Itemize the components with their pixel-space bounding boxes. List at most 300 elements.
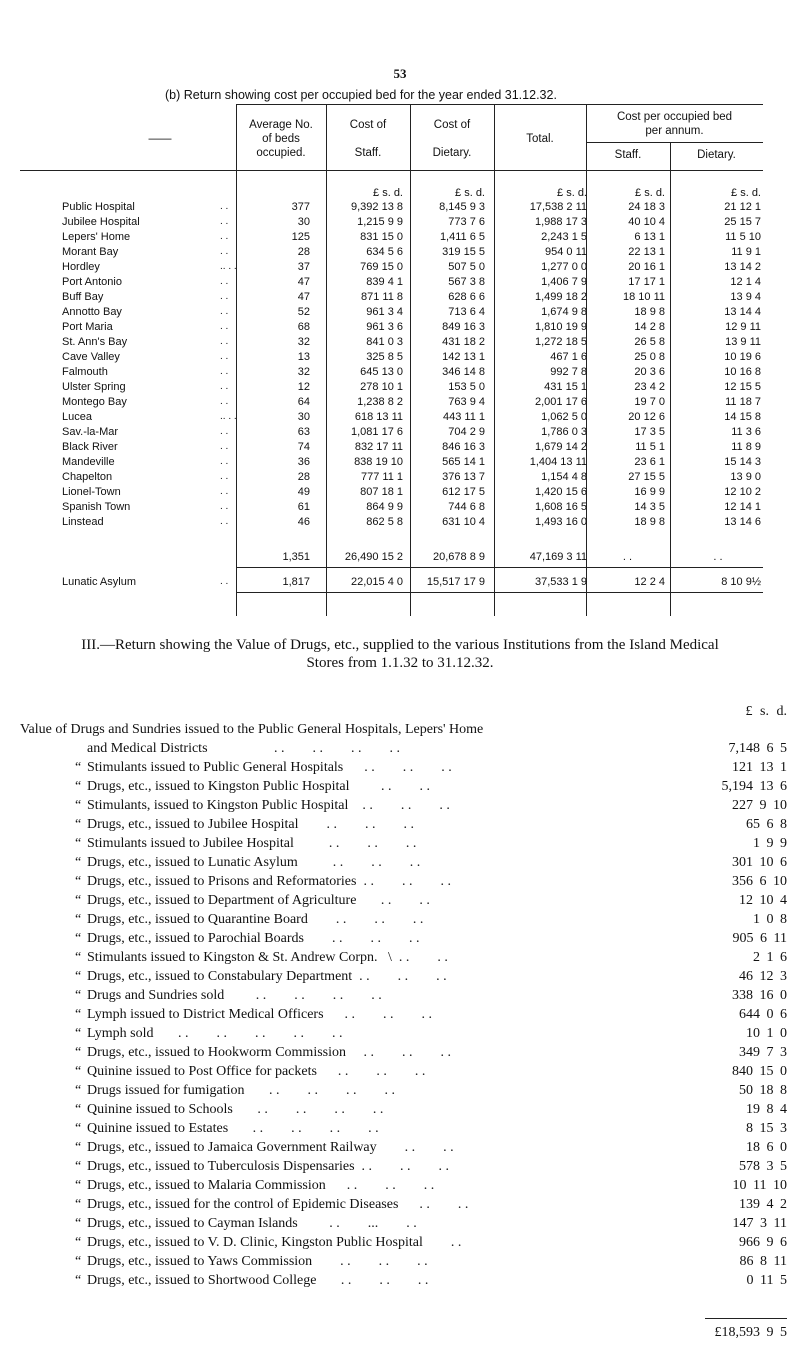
row-beds: 64 [297, 396, 310, 408]
row-bed-staff: 20 12 6 [628, 411, 665, 423]
row-beds: 377 [291, 201, 310, 213]
section-iii-title [0, 636, 800, 672]
item-text: Stimulants issued to Kingston & St. Andrew Corpn. \ . . . . [87, 950, 448, 965]
row-name: Ulster Spring [62, 381, 126, 393]
row-name: Jubilee Hospital [62, 216, 140, 228]
row-beds: 125 [291, 231, 310, 243]
header-per-bed-staff: Staff. [614, 149, 642, 161]
row-bed-staff: 17 17 1 [628, 276, 665, 288]
ditto-mark: “ [75, 1216, 82, 1231]
row-bed-staff: 18 9 8 [634, 516, 665, 528]
list-item [0, 1254, 800, 1273]
header-total: Total. [526, 133, 554, 145]
row-bed-dietary: 13 9 4 [730, 291, 761, 303]
item-amount: 147 3 11 [732, 1216, 787, 1231]
row-dots: . . [220, 516, 229, 527]
row-bed-staff: 23 4 2 [634, 381, 665, 393]
row-bed-dietary: 12 14 1 [724, 501, 761, 513]
row-bed-dietary: 10 19 6 [724, 351, 761, 363]
row-total: 1,277 0 0 [541, 261, 587, 273]
list-item [0, 1007, 800, 1026]
row-bed-dietary: 13 14 2 [724, 261, 761, 273]
item-amount: 12 10 4 [739, 893, 787, 908]
row-dietary: 346 14 8 [442, 366, 485, 378]
item-text: Drugs, etc., issued to Malaria Commission . . . . . . [87, 1178, 435, 1193]
row-staff: 807 18 1 [360, 486, 403, 498]
ditto-mark: “ [75, 950, 82, 965]
row-dietary: 628 6 6 [448, 291, 485, 303]
row-total: 992 7 8 [550, 366, 587, 378]
item-amount: 905 6 11 [732, 931, 787, 946]
item-text: Drugs, etc., issued for the control of Epidemic Diseases . . . . [87, 1197, 469, 1212]
row-dietary: 567 3 8 [448, 276, 485, 288]
row-bed-dietary: 21 12 1 [724, 201, 761, 213]
row-beds: 47 [297, 291, 310, 303]
item-amount: 227 9 10 [732, 798, 787, 813]
item-text: Lymph sold . . . . . . . . . . [87, 1026, 343, 1041]
grand-total-rule [705, 1318, 787, 1319]
col-divider-1 [236, 104, 237, 616]
page-number: 53 [393, 66, 407, 81]
item-text: Lymph issued to District Medical Officers . . . . . . [87, 1007, 433, 1022]
row-name: Lucea [62, 411, 92, 423]
row-dietary: 849 16 3 [442, 321, 485, 333]
row-dots: . . [220, 351, 229, 362]
list-item [0, 1064, 800, 1083]
header-per-bed-line1: Cost per occupied bed [616, 111, 733, 123]
row-dots: . . [220, 231, 229, 242]
row-name: Public Hospital [62, 201, 135, 213]
list-item [0, 1197, 800, 1216]
item-text: Drugs, etc., issued to Constabulary Department . . . . . . [87, 969, 447, 984]
row-beds: 30 [297, 411, 310, 423]
row-beds: 32 [297, 366, 310, 378]
row-bed-dietary: 12 1 4 [730, 276, 761, 288]
row-dietary: 443 11 1 [442, 411, 485, 423]
row-beds: 52 [297, 306, 310, 318]
ditto-mark: “ [75, 988, 82, 1003]
row-dots: . . [220, 456, 229, 467]
list-item [0, 969, 800, 988]
ditto-mark: “ [75, 836, 82, 851]
row-bed-staff: 40 10 4 [628, 216, 665, 228]
row-dietary: 744 6 8 [448, 501, 485, 513]
ditto-mark: “ [75, 779, 82, 794]
row-dietary: 376 13 7 [442, 471, 485, 483]
grand-total: £18,593 9 5 [714, 1325, 787, 1340]
row-dietary: 431 18 2 [442, 336, 485, 348]
item-amount: 644 0 6 [739, 1007, 787, 1022]
row-bed-staff: 19 7 0 [634, 396, 665, 408]
item-amount: 840 15 0 [732, 1064, 787, 1079]
total-beds: 1,351 [282, 551, 310, 563]
list-item [0, 1159, 800, 1178]
list-item [0, 1216, 800, 1235]
row-name: Cave Valley [62, 351, 120, 363]
ditto-mark: “ [75, 893, 82, 908]
total-bed-dietary: . . [713, 551, 723, 563]
row-name: Chapelton [62, 471, 113, 483]
item-amount: 46 12 3 [739, 969, 787, 984]
row-staff: 841 0 3 [366, 336, 403, 348]
row-bed-dietary: 11 3 6 [731, 426, 761, 438]
asylum-dots: . . [220, 576, 229, 587]
row-total: 2,001 17 6 [535, 396, 587, 408]
row-dietary: 713 6 4 [448, 306, 485, 318]
list-item [0, 1178, 800, 1197]
asylum-beds: 1,817 [282, 576, 310, 588]
item-amount: 338 16 0 [732, 988, 787, 1003]
row-beds: 13 [297, 351, 310, 363]
row-name: St. Ann's Bay [62, 336, 128, 348]
ditto-mark: “ [75, 969, 82, 984]
item-text: and Medical Districts . . . . . . . . [87, 741, 401, 756]
asylum-staff: 22,015 4 0 [351, 576, 403, 588]
list-item [0, 1235, 800, 1254]
row-staff: 769 15 0 [360, 261, 403, 273]
total-total: 47,169 3 11 [529, 551, 587, 563]
list-item [0, 836, 800, 855]
row-bed-dietary: 15 14 3 [724, 456, 761, 468]
row-bed-dietary: 12 15 5 [724, 381, 761, 393]
ditto-mark: “ [75, 817, 82, 832]
row-name: Black River [62, 441, 118, 453]
row-staff: 278 10 1 [360, 381, 403, 393]
unit-total: £ s. d. [557, 187, 587, 199]
list-item [0, 874, 800, 893]
header-dietary-line1: Cost of [433, 119, 471, 131]
item-text: Quinine issued to Estates . . . . . . . . [87, 1121, 379, 1136]
row-dots: . . [220, 246, 229, 257]
list-item [0, 1026, 800, 1045]
row-dots: . . [220, 216, 229, 227]
header-beds [236, 118, 326, 160]
row-bed-dietary: 11 18 7 [725, 396, 761, 408]
section-iii-first-line [0, 722, 800, 741]
row-dots: . . [220, 471, 229, 482]
row-staff: 645 13 0 [360, 366, 403, 378]
ditto-mark: “ [75, 1273, 82, 1288]
header-staff [326, 118, 410, 160]
asylum-dietary: 15,517 17 9 [426, 576, 485, 588]
item-amount: 1 0 8 [753, 912, 787, 927]
row-total: 1,679 14 2 [535, 441, 587, 453]
row-dietary: 1,411 6 5 [439, 231, 485, 243]
list-item [0, 1083, 800, 1102]
item-text: Stimulants, issued to Kingston Public Hospital . . . . . . [87, 798, 450, 813]
row-total: 954 0 11 [544, 246, 587, 258]
item-text: Drugs, etc., issued to Kingston Public Hospital . . . . [87, 779, 430, 794]
row-dietary: 142 13 1 [442, 351, 485, 363]
row-total: 1,404 13 11 [529, 456, 587, 468]
header-per-bed-line2: per annum. [645, 125, 704, 137]
ditto-mark: “ [75, 1159, 82, 1174]
header-staff-line1: Cost of [349, 119, 387, 131]
row-bed-dietary: 12 9 11 [725, 321, 761, 333]
item-amount: 1 9 9 [753, 836, 787, 851]
header-staff-line2: Staff. [354, 147, 382, 159]
ditto-mark: “ [75, 1197, 82, 1212]
row-beds: 49 [297, 486, 310, 498]
row-name: Falmouth [62, 366, 108, 378]
row-beds: 74 [297, 441, 310, 453]
row-dots: . . [220, 291, 229, 302]
row-beds: 28 [297, 246, 310, 258]
list-item [0, 1121, 800, 1140]
section-b-title: (b) Return showing cost per occupied bed for the year ended 31.12.32. [165, 88, 557, 102]
item-amount: 578 3 5 [739, 1159, 787, 1174]
row-beds: 63 [297, 426, 310, 438]
list-item [0, 1140, 800, 1159]
item-text: Drugs, etc., issued to Tuberculosis Dispensaries . . . . . . [87, 1159, 450, 1174]
item-text: Quinine issued to Post Office for packets . . . . . . [87, 1064, 426, 1079]
row-staff: 1,238 8 2 [357, 396, 403, 408]
item-amount: 966 9 6 [739, 1235, 787, 1250]
item-amount: 50 18 8 [739, 1083, 787, 1098]
ditto-mark: “ [75, 760, 82, 775]
row-bed-staff: 17 3 5 [634, 426, 665, 438]
item-amount: 0 11 5 [746, 1273, 787, 1288]
row-total: 467 1 6 [550, 351, 587, 363]
item-text: Drugs, etc., issued to Yaws Commission . . . . . . [87, 1254, 428, 1269]
ditto-mark: “ [75, 855, 82, 870]
row-bed-dietary: 13 14 6 [724, 516, 761, 528]
row-bed-dietary: 11 5 10 [725, 231, 761, 243]
section-iii-title-line1: III.—Return showing the Value of Drugs, etc., supplied to the various Institutions from the Island Medical [81, 637, 719, 653]
header-per-bed-dietary: Dietary. [697, 149, 736, 161]
row-bed-staff: 22 13 1 [628, 246, 665, 258]
row-dots: . . [220, 201, 229, 212]
asylum-total: 37,533 1 9 [535, 576, 587, 588]
asylum-name: Lunatic Asylum [62, 576, 136, 588]
row-dots: . . [220, 321, 229, 332]
row-beds: 47 [297, 276, 310, 288]
row-staff: 832 17 11 [354, 441, 403, 453]
item-text: Drugs and Sundries sold . . . . . . . . [87, 988, 382, 1003]
row-staff: 1,215 9 9 [357, 216, 403, 228]
section-iii-lsd-header: £ s. d. [745, 704, 787, 719]
row-total: 2,243 1 5 [541, 231, 587, 243]
row-staff: 871 11 8 [360, 291, 403, 303]
item-amount: 356 6 10 [732, 874, 787, 889]
item-amount: 301 10 6 [732, 855, 787, 870]
row-bed-staff: 26 5 8 [634, 336, 665, 348]
row-dietary: 773 7 6 [448, 216, 485, 228]
subtotal-rule [236, 567, 763, 568]
header-dietary-line2: Dietary. [432, 147, 472, 159]
list-item [0, 760, 800, 779]
item-text: Drugs, etc., issued to Shortwood College . . . . . . [87, 1273, 429, 1288]
row-bed-staff: 25 0 8 [634, 351, 665, 363]
item-amount: 139 4 2 [739, 1197, 787, 1212]
item-text: Drugs, etc., issued to V. D. Clinic, Kingston Public Hospital . . [87, 1235, 462, 1250]
row-beds: 46 [297, 516, 310, 528]
row-bed-dietary: 12 10 2 [724, 486, 761, 498]
ditto-mark: “ [75, 1102, 82, 1117]
row-total: 1,493 16 0 [535, 516, 587, 528]
row-total: 1,062 5 0 [541, 411, 587, 423]
item-amount: 19 8 4 [746, 1102, 787, 1117]
row-beds: 30 [297, 216, 310, 228]
row-total: 1,674 9 8 [541, 306, 587, 318]
item-amount: 18 6 0 [746, 1140, 787, 1155]
item-amount: 10 1 0 [746, 1026, 787, 1041]
item-text: Drugs, etc., issued to Parochial Boards . . . . . . [87, 931, 420, 946]
asylum-bed-staff: 12 2 4 [634, 576, 665, 588]
per-bed-divider-rule [586, 142, 763, 143]
row-bed-staff: 16 9 9 [634, 486, 665, 498]
row-bed-staff: 14 2 8 [634, 321, 665, 333]
row-staff: 634 5 6 [366, 246, 403, 258]
ditto-mark: “ [75, 1045, 82, 1060]
unit-bed-dietary: £ s. d. [731, 187, 761, 199]
row-bed-dietary: 25 15 7 [724, 216, 761, 228]
row-beds: 36 [297, 456, 310, 468]
row-name: Linstead [62, 516, 104, 528]
row-staff: 777 11 1 [360, 471, 403, 483]
list-item [0, 931, 800, 950]
item-amount: 349 7 3 [739, 1045, 787, 1060]
row-total: 1,272 18 5 [535, 336, 587, 348]
row-dots: . . [220, 486, 229, 497]
item-amount: 10 11 10 [732, 1178, 787, 1193]
row-dietary: 153 5 0 [448, 381, 485, 393]
row-bed-staff: 11 5 1 [635, 441, 665, 453]
list-item [0, 1045, 800, 1064]
list-item [0, 855, 800, 874]
ditto-mark: “ [75, 1140, 82, 1155]
row-dietary: 565 14 1 [442, 456, 485, 468]
item-text: Stimulants issued to Jubilee Hospital . . . . . . [87, 836, 417, 851]
row-name: Hordley [62, 261, 100, 273]
item-text: Drugs, etc., issued to Department of Agriculture . . . . [87, 893, 430, 908]
list-item [0, 893, 800, 912]
row-dots: . . [220, 276, 229, 287]
row-staff: 831 15 0 [360, 231, 403, 243]
item-text: Drugs, etc., issued to Jubilee Hospital . . . . . . [87, 817, 415, 832]
item-amount: 8 15 3 [746, 1121, 787, 1136]
row-total: 1,499 18 2 [535, 291, 587, 303]
row-total: 1,810 19 9 [535, 321, 587, 333]
row-bed-dietary: 14 15 8 [724, 411, 761, 423]
item-text: Drugs, etc., issued to Hookworm Commission . . . . . . [87, 1045, 451, 1060]
row-dots: . . [220, 426, 229, 437]
row-dietary: 631 10 4 [442, 516, 485, 528]
unit-staff: £ s. d. [373, 187, 403, 199]
section-iii-title-line2: Stores from 1.1.32 to 31.12.32. [306, 655, 494, 671]
unit-bed-staff: £ s. d. [635, 187, 665, 199]
header-beds-line1: Average No. [249, 119, 313, 131]
row-name: Sav.-la-Mar [62, 426, 119, 438]
row-total: 1,786 0 3 [541, 426, 587, 438]
col-divider-6 [670, 142, 671, 616]
header-col0: —— [148, 133, 172, 145]
row-dots: . . [220, 441, 229, 452]
header-dietary [410, 118, 494, 160]
row-dots: . . [220, 501, 229, 512]
row-bed-staff: 27 15 5 [628, 471, 665, 483]
header-beds-line2: of beds [262, 133, 300, 145]
row-beds: 32 [297, 336, 310, 348]
first-line-text: Value of Drugs and Sundries issued to the Public General Hospitals, Lepers' Home [20, 722, 484, 737]
grand-total-row [0, 1325, 800, 1344]
row-dietary: 8,145 9 3 [439, 201, 485, 213]
row-staff: 839 4 1 [366, 276, 403, 288]
row-beds: 12 [297, 381, 310, 393]
row-staff: 961 3 6 [366, 321, 403, 333]
ditto-mark: “ [75, 1007, 82, 1022]
ditto-mark: “ [75, 1083, 82, 1098]
ditto-mark: “ [75, 798, 82, 813]
ditto-mark: “ [75, 1254, 82, 1269]
list-item [0, 741, 800, 760]
row-total: 1,154 4 8 [541, 471, 587, 483]
item-text: Drugs, etc., issued to Quarantine Board . . . . . . [87, 912, 424, 927]
row-name: Port Maria [62, 321, 113, 333]
row-name: Annotto Bay [62, 306, 122, 318]
list-item [0, 1273, 800, 1292]
row-beds: 61 [297, 501, 310, 513]
table-top-rule [236, 104, 763, 105]
row-bed-staff: 23 6 1 [634, 456, 665, 468]
row-name: Port Antonio [62, 276, 122, 288]
item-amount: 7,148 6 5 [728, 741, 787, 756]
row-name: Montego Bay [62, 396, 127, 408]
ditto-mark: “ [75, 1178, 82, 1193]
row-staff: 862 5 8 [366, 516, 403, 528]
item-text: Drugs, etc., issued to Lunatic Asylum . . . . . . [87, 855, 421, 870]
ditto-mark: “ [75, 874, 82, 889]
list-item [0, 950, 800, 969]
item-text: Drugs, etc., issued to Jamaica Government Railway . . . . [87, 1140, 454, 1155]
ditto-mark: “ [75, 912, 82, 927]
item-amount: 121 13 1 [732, 760, 787, 775]
row-name: Spanish Town [62, 501, 131, 513]
row-dots: . . [220, 366, 229, 377]
list-item [0, 798, 800, 817]
unit-dietary: £ s. d. [455, 187, 485, 199]
item-amount: 65 6 8 [746, 817, 787, 832]
list-item [0, 988, 800, 1007]
row-total: 1,420 15 6 [535, 486, 587, 498]
row-dietary: 704 2 9 [448, 426, 485, 438]
list-item [0, 1102, 800, 1121]
ditto-mark: “ [75, 931, 82, 946]
col-divider-2 [326, 104, 327, 616]
list-item [0, 817, 800, 836]
row-name: Buff Bay [62, 291, 104, 303]
row-dietary: 612 17 5 [442, 486, 485, 498]
asylum-rule [236, 592, 763, 593]
row-dots: . . [220, 336, 229, 347]
row-staff: 1,081 17 6 [351, 426, 403, 438]
col-divider-3 [410, 104, 411, 616]
row-name: Mandeville [62, 456, 115, 468]
row-bed-staff: 18 9 8 [634, 306, 665, 318]
list-item [0, 779, 800, 798]
row-name: Lionel-Town [62, 486, 121, 498]
row-bed-dietary: 13 9 0 [730, 471, 761, 483]
total-dietary: 20,678 8 9 [433, 551, 485, 563]
row-bed-staff: 6 13 1 [634, 231, 665, 243]
row-bed-staff: 20 16 1 [628, 261, 665, 273]
item-text: Quinine issued to Schools . . . . . . . . [87, 1102, 384, 1117]
item-amount: 5,194 13 6 [721, 779, 787, 794]
header-per-bed [586, 110, 763, 138]
row-beds: 28 [297, 471, 310, 483]
row-total: 1,406 7 9 [541, 276, 587, 288]
item-amount: 2 1 6 [753, 950, 787, 965]
